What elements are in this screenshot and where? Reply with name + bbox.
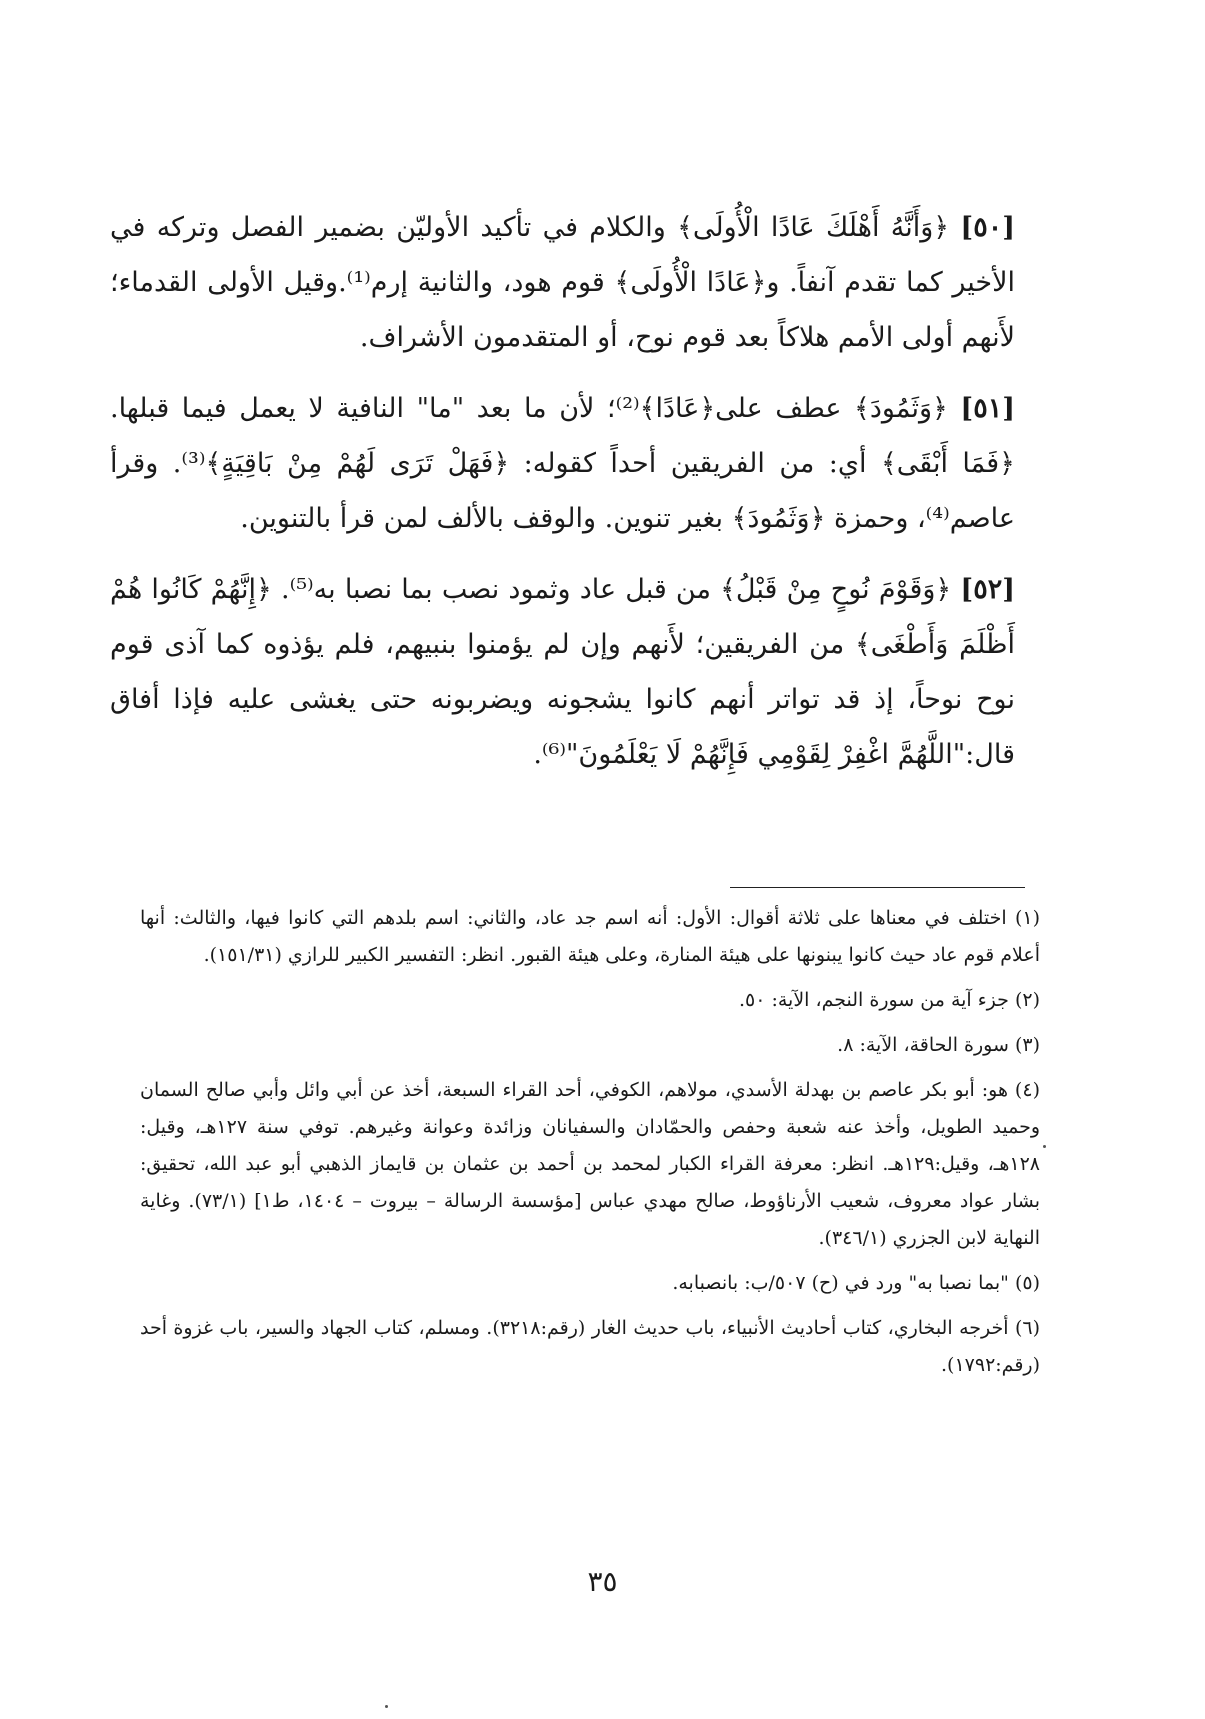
scan-speck (1043, 1145, 1046, 1148)
paragraph-50 (110, 200, 1015, 365)
footnote-2: (٢) جزء آية من سورة النجم، الآية: ٥٠. (738, 989, 1040, 1011)
footnote-1: (١) اختلف في معناها على ثلاثة أقوال: الأول: أنه اسم جد عاد، والثاني: اسم بلدهم التي كانوا فيها، والثالث: أنها أعلام قوم عاد حيث كانوا يبنونها على هيئة المنارة، وعلى هيئة القبور. انظر: التفسير الكبير للرازي (١٥١/٣١). (140, 907, 1040, 966)
footnote-5: (٥) "بما نصبا به" ورد في (ح) ٥٠٧/ب: بانصبابه. (672, 1272, 1040, 1294)
page-number: ٣٥ (587, 1565, 618, 1598)
paragraph-51 (110, 381, 1015, 546)
footnote-separator (730, 887, 1025, 888)
verse-number: [٥١] (960, 393, 1015, 424)
footnote-3: (٣) سورة الحاقة، الآية: ٨. (837, 1034, 1040, 1056)
scan-speck (385, 1705, 388, 1708)
verse-number: [٥٢] (960, 574, 1015, 605)
main-text (110, 200, 1015, 798)
paragraph-text: ﴿وَقَوْمَ نُوحٍ مِنْ قَبْلُ﴾ من قبل عاد وثمود نصب بما نصبا به⁽⁵⁾. ﴿إِنَّهُمْ كَانُوا هُمْ أَظْلَمَ وَأَطْغَى﴾ من الفريقين؛ لأَنهم وإن لم يؤمنوا بنبيهم، فلم يؤذوه كما آذى قوم نوح نوحاً، إذ قد تواتر أنهم كانوا يشجونه ويضربونه حتى يغشى عليه فإذا أفاق قال:"اللَّهُمَّ اغْفِرْ لِقَوْمِي فَإِنَّهُمْ لَا يَعْلَمُونَ"⁽⁶⁾. (110, 574, 1015, 770)
footnotes (140, 900, 1040, 1392)
paragraph-text: ﴿وَثَمُودَ﴾ عطف على﴿عَادًا﴾⁽²⁾؛ لأن ما بعد "ما" النافية لا يعمل فيما قبلها. ﴿فَمَا أَبْقَى﴾ أي: من الفريقين أحداً كقوله: ﴿فَهَلْ تَرَى لَهُمْ مِنْ بَاقِيَةٍ﴾⁽³⁾. وقرأ عاصم⁽⁴⁾، وحمزة ﴿وَثَمُودَ﴾ بغير تنوين. والوقف بالألف لمن قرأ بالتنوين. (110, 393, 1015, 534)
footnote-4: (٤) هو: أبو بكر عاصم بن بهدلة الأسدي، مولاهم، الكوفي، أحد القراء السبعة، أخذ عن أبي وائل وأبي صالح السمان وحميد الطويل، وأخذ عنه شعبة وحفص والحمّادان والسفيانان وزائدة وعوانة وغيرهم. توفي سنة ١٢٧هـ، وقيل: ١٢٨هـ، وقيل:١٢٩هـ. انظر: معرفة القراء الكبار لمحمد بن أحمد بن عثمان بن قايماز الذهبي أبو عبد الله، تحقيق: بشار عواد معروف، شعيب الأرناؤوط، صالح مهدي عباس [مؤسسة الرسالة – بيروت – ١٤٠٤، ط١] (٧٣/١). وغاية النهاية لابن الجزري (٣٤٦/١). (140, 1079, 1040, 1249)
paragraph-52 (110, 562, 1015, 782)
footnote-6: (٦) أخرجه البخاري، كتاب أحاديث الأنبياء، باب حديث الغار (رقم:٣٢١٨). ومسلم، كتاب الجهاد والسير، باب غزوة أحد (رقم:١٧٩٢). (140, 1317, 1040, 1376)
verse-number: [٥٠] (960, 212, 1015, 243)
paragraph-text: ﴿وَأَنَّهُ أَهْلَكَ عَادًا الْأُولَى﴾ والكلام في تأكيد الأوليّن بضمير الفصل وتركه في الأخير كما تقدم آنفاً. و﴿عَادًا الْأُولَى﴾ قوم هود، والثانية إرم⁽¹⁾.وقيل الأولى القدماء؛ لأَنهم أولى الأمم هلاكاً بعد قوم نوح، أو المتقدمون الأشراف. (110, 212, 1015, 353)
